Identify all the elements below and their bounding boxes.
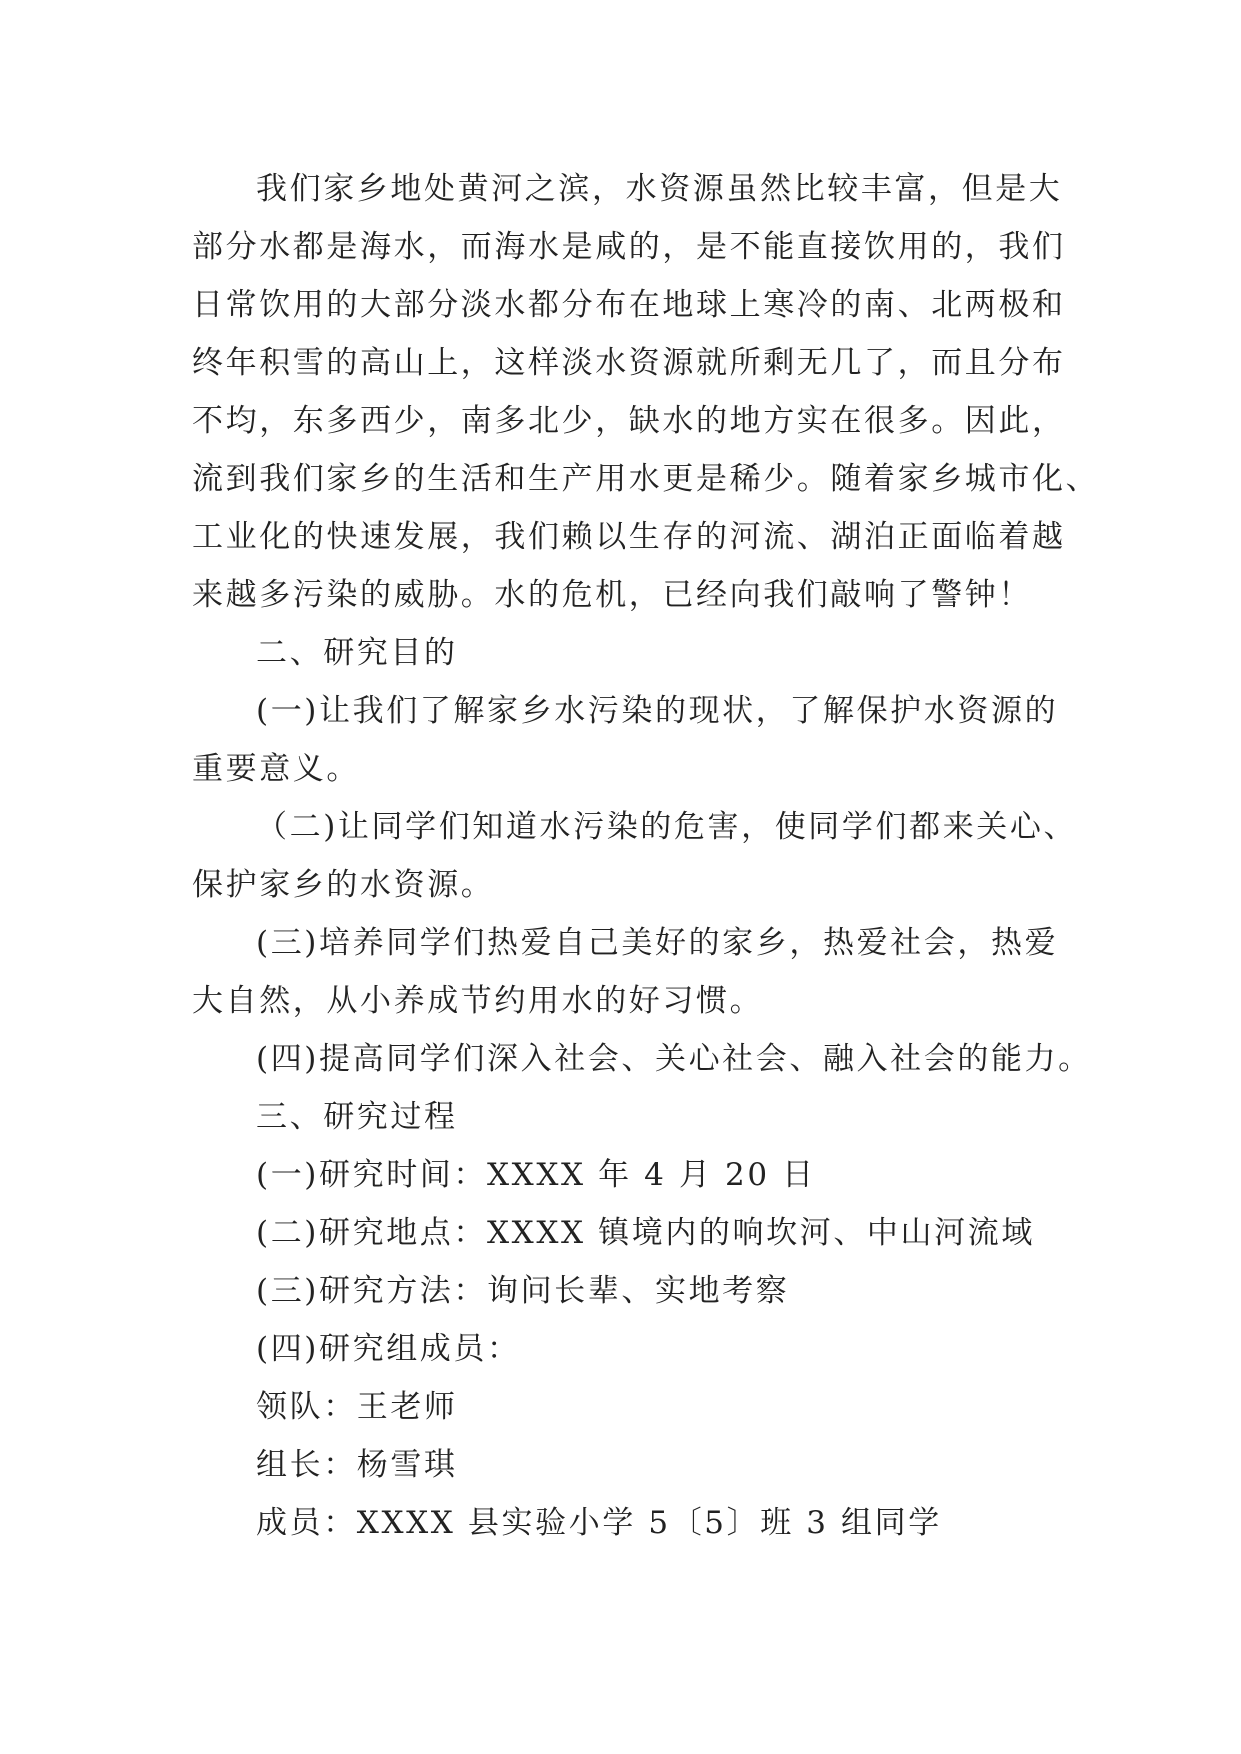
group-members: 成员：XXXX 县实验小学 5〔5〕班 3 组同学 bbox=[256, 1505, 942, 1541]
process-item-method: (三)研究方法：询问长辈、实地考察 bbox=[256, 1273, 790, 1309]
goal-line: （二)让同学们知道水污染的危害，使同学们都来关心、 bbox=[256, 809, 1078, 845]
goal-item-1 bbox=[192, 682, 1062, 798]
paragraph-line: 部分水都是海水，而海水是咸的，是不能直接饮用的，我们 bbox=[192, 229, 1066, 265]
process-item-members: (四)研究组成员： bbox=[256, 1331, 521, 1367]
goal-line: 大自然，从小养成节约用水的好习惯。 bbox=[192, 983, 764, 1019]
document-body bbox=[192, 160, 1100, 1552]
paragraph-line: 终年积雪的高山上，这样淡水资源就所剩无几了，而且分布 bbox=[192, 345, 1066, 381]
paragraph-line: 工业化的快速发展，我们赖以生存的河流、湖泊正面临着越 bbox=[192, 519, 1066, 555]
process-item-location: (二)研究地点：XXXX 镇境内的响坎河、中山河流域 bbox=[256, 1215, 1035, 1251]
section-heading-research-process: 三、研究过程 bbox=[256, 1099, 458, 1135]
team-leader: 领队：王老师 bbox=[256, 1389, 458, 1425]
paragraph-line: 日常饮用的大部分淡水都分布在地球上寒冷的南、北两极和 bbox=[192, 287, 1066, 323]
paragraph-line: 来越多污染的威胁。水的危机，已经向我们敲响了警钟！ bbox=[192, 577, 1032, 613]
paragraph-line: 流到我们家乡的生活和生产用水更是稀少。随着家乡城市化、 bbox=[192, 461, 1100, 497]
paragraph-line: 不均，东多西少，南多北少，缺水的地方实在很多。因此， bbox=[192, 403, 1066, 439]
goal-line: 重要意义。 bbox=[192, 751, 360, 787]
goal-line: (三)培养同学们热爱自己美好的家乡，热爱社会，热爱 bbox=[256, 925, 1059, 961]
goal-line: 保护家乡的水资源。 bbox=[192, 867, 495, 903]
group-head: 组长：杨雪琪 bbox=[256, 1447, 458, 1483]
goal-item-2 bbox=[192, 798, 1078, 914]
goal-item-4: (四)提高同学们深入社会、关心社会、融入社会的能力。 bbox=[256, 1041, 1092, 1077]
background-paragraph bbox=[192, 160, 1100, 624]
paragraph-line: 我们家乡地处黄河之滨，水资源虽然比较丰富，但是大 bbox=[256, 171, 1063, 207]
process-item-time: (一)研究时间：XXXX 年 4 月 20 日 bbox=[256, 1157, 816, 1193]
goal-item-3 bbox=[192, 914, 1062, 1030]
section-heading-research-goals: 二、研究目的 bbox=[256, 635, 458, 671]
goal-line: (一)让我们了解家乡水污染的现状，了解保护水资源的 bbox=[256, 693, 1059, 729]
